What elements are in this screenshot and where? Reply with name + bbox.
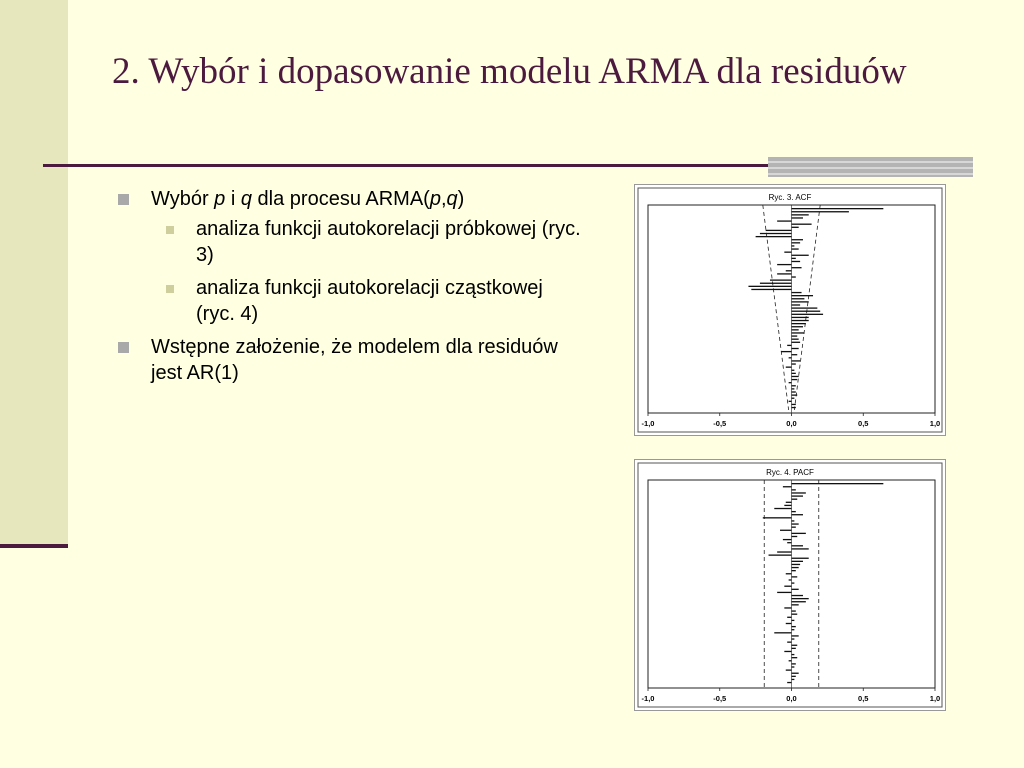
bar xyxy=(792,360,801,361)
bar xyxy=(766,230,792,231)
bar xyxy=(792,394,798,395)
bar xyxy=(792,332,805,333)
bar xyxy=(792,339,799,340)
bar xyxy=(792,663,796,664)
bar xyxy=(792,548,809,549)
bar xyxy=(792,657,798,658)
bar xyxy=(792,258,796,259)
bar xyxy=(792,648,796,649)
bar xyxy=(784,586,791,587)
bar xyxy=(792,614,798,615)
acf-chart-panel xyxy=(634,184,946,436)
bar xyxy=(792,520,795,521)
bar xyxy=(786,669,792,670)
side-decor-band xyxy=(0,0,68,548)
bar xyxy=(792,673,799,674)
bar xyxy=(760,233,792,234)
sub-bullet-item-1 xyxy=(118,216,583,268)
bar xyxy=(792,523,799,524)
bar xyxy=(789,660,792,661)
bar xyxy=(792,373,796,374)
x-tick-label: -0,5 xyxy=(713,419,727,428)
bar xyxy=(792,645,798,646)
bar xyxy=(792,208,884,209)
bar xyxy=(786,502,792,503)
bar xyxy=(792,391,796,392)
bar xyxy=(792,398,795,399)
bar xyxy=(792,388,795,389)
bar xyxy=(792,298,805,299)
bar xyxy=(789,579,792,580)
x-tick-label: 1,0 xyxy=(929,694,941,703)
side-decor-line xyxy=(0,544,68,548)
bar xyxy=(792,654,795,655)
bar xyxy=(792,564,801,565)
bar xyxy=(792,610,796,611)
bar xyxy=(792,292,802,293)
bar xyxy=(792,638,795,639)
bar xyxy=(792,483,884,484)
bar xyxy=(792,492,806,493)
bar xyxy=(786,573,792,574)
bar xyxy=(792,323,806,324)
bar xyxy=(792,545,803,546)
bar xyxy=(784,505,791,506)
bar xyxy=(792,248,799,249)
bar xyxy=(792,582,795,583)
bar xyxy=(792,626,796,627)
bar xyxy=(792,379,798,380)
bar xyxy=(777,273,791,274)
chart-title: Ryc. 4. PACF xyxy=(766,468,814,477)
title-divider xyxy=(43,164,768,167)
bar xyxy=(792,385,796,386)
bar xyxy=(792,561,803,562)
bar xyxy=(786,623,792,624)
x-tick-label: 0,5 xyxy=(858,694,869,703)
bar xyxy=(792,335,798,336)
bar xyxy=(792,276,796,277)
sub-bullet-square-icon xyxy=(166,226,174,234)
pacf-chart xyxy=(635,460,945,710)
bar xyxy=(792,217,803,218)
bar xyxy=(792,676,796,677)
bar xyxy=(792,342,801,343)
bar xyxy=(784,651,791,652)
bullet-square-icon xyxy=(118,342,129,353)
bar xyxy=(792,354,798,355)
chart-title: Ryc. 3. ACF xyxy=(768,193,812,202)
bar xyxy=(792,570,796,571)
bar xyxy=(783,539,792,540)
bar xyxy=(781,351,791,352)
bar xyxy=(792,567,799,568)
x-tick-label: 0,0 xyxy=(786,694,797,703)
bar xyxy=(792,601,806,602)
bar xyxy=(792,620,795,621)
bar xyxy=(792,295,814,296)
bar xyxy=(792,598,809,599)
bar xyxy=(792,255,809,256)
bar xyxy=(792,311,821,312)
bar xyxy=(792,407,796,408)
bar xyxy=(792,329,799,330)
bar xyxy=(787,345,791,346)
bar xyxy=(777,264,791,265)
bar xyxy=(787,682,791,683)
bullet-item-2 xyxy=(118,334,583,386)
bar xyxy=(792,489,796,490)
bar xyxy=(774,508,791,509)
bar xyxy=(792,558,809,559)
bar xyxy=(787,542,791,543)
bar xyxy=(777,592,791,593)
bar xyxy=(792,679,795,680)
bar xyxy=(792,666,795,667)
bar xyxy=(792,211,849,212)
bar xyxy=(770,279,792,280)
bar xyxy=(792,376,799,377)
bar xyxy=(792,245,795,246)
bar xyxy=(784,607,791,608)
bar xyxy=(792,536,798,537)
bar xyxy=(787,617,791,618)
x-tick-label: -1,0 xyxy=(641,694,655,703)
bar xyxy=(786,366,792,367)
bar xyxy=(792,242,801,243)
x-tick-label: 0,0 xyxy=(786,419,797,428)
bar xyxy=(751,289,791,290)
bar xyxy=(792,239,803,240)
x-tick-label: 1,0 xyxy=(929,419,941,428)
bar xyxy=(792,307,818,308)
bar xyxy=(756,236,792,237)
bullet-text: Wstępne założenie, że modelem dla residuów jest AR(1) xyxy=(151,336,558,384)
bar xyxy=(792,301,809,302)
bar xyxy=(786,270,792,271)
bar xyxy=(792,214,809,215)
bar xyxy=(792,261,801,262)
bar xyxy=(792,267,802,268)
bar xyxy=(792,304,801,305)
bar xyxy=(792,576,798,577)
bar xyxy=(792,511,796,512)
bar xyxy=(748,286,791,287)
x-tick-label: -1,0 xyxy=(641,419,655,428)
pacf-chart-panel xyxy=(634,459,946,711)
bar xyxy=(792,527,796,528)
bar xyxy=(787,641,791,642)
bar xyxy=(784,252,791,253)
bar xyxy=(792,533,806,534)
bar xyxy=(792,363,796,364)
bullet-text: Wybór p i q dla procesu ARMA(p,q) xyxy=(151,188,465,210)
bar xyxy=(792,326,803,327)
sub-bullet-item-2 xyxy=(118,275,583,327)
bar xyxy=(780,530,791,531)
bar xyxy=(777,220,791,221)
bar xyxy=(789,401,792,402)
bar xyxy=(763,517,792,518)
bar xyxy=(792,404,796,405)
sub-bullet-square-icon xyxy=(166,285,174,293)
bullet-item-1 xyxy=(118,186,583,212)
bar xyxy=(792,629,795,630)
bar xyxy=(792,224,812,225)
bar xyxy=(792,595,803,596)
x-tick-label: -0,5 xyxy=(713,694,727,703)
bar xyxy=(792,499,798,500)
bar xyxy=(769,554,792,555)
bar xyxy=(774,632,791,633)
bar xyxy=(792,370,795,371)
bar xyxy=(792,514,803,515)
bullet-square-icon xyxy=(118,194,129,205)
bar xyxy=(792,348,799,349)
bullet-list xyxy=(118,186,583,390)
bar xyxy=(792,635,799,636)
bar xyxy=(792,589,799,590)
sub-bullet-text: analiza funkcji autokorelacji cząstkowej (ryc. 4) xyxy=(196,277,543,325)
bar xyxy=(792,604,799,605)
bar xyxy=(792,320,809,321)
bar xyxy=(792,314,824,315)
sub-bullet-text: analiza funkcji autokorelacji próbkowej (ryc. 3) xyxy=(196,218,581,266)
bar xyxy=(789,382,792,383)
bar xyxy=(760,283,792,284)
bar xyxy=(789,357,792,358)
bar xyxy=(792,227,799,228)
bar xyxy=(792,317,809,318)
bar xyxy=(777,551,791,552)
x-tick-label: 0,5 xyxy=(858,419,869,428)
acf-chart xyxy=(635,185,945,435)
bar xyxy=(783,486,792,487)
slide-title: 2. Wybór i dopasowanie modelu ARMA dla residuów xyxy=(112,51,907,92)
bar xyxy=(792,495,803,496)
title-divider-accent xyxy=(768,157,973,177)
